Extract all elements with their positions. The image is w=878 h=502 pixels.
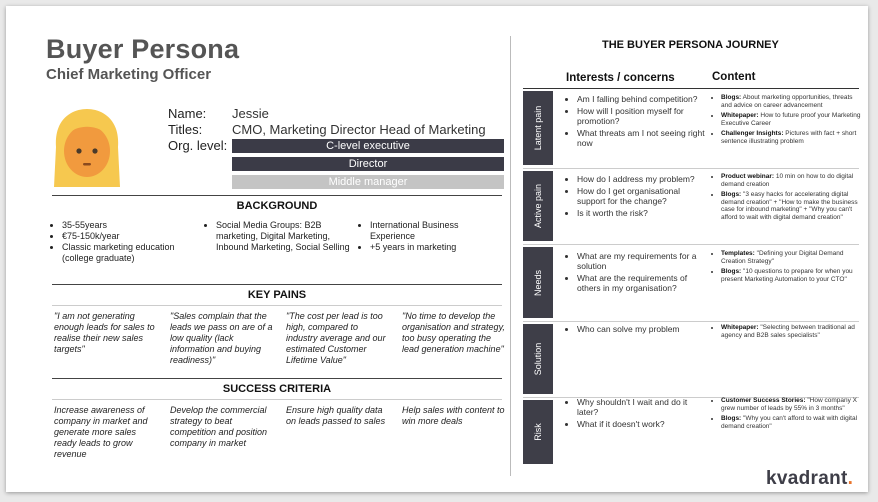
success-rule-bottom [52,399,502,400]
stage-label: Needs [533,269,543,296]
interest-item: • How do I get organisational support for the change? [577,186,706,206]
stage-content [712,173,862,224]
stage-tab-active-pain [523,171,553,241]
background-item: • €75-150k/year [62,231,200,242]
background-item: • Classic marketing education (college graduate) [62,242,200,264]
name-label: Name: [168,106,207,121]
interest-item: • What if it doesn't work? [577,419,706,429]
content-item: • Whitepaper: How to future proof your Marketing Executive Career [721,112,862,127]
success-item: Ensure high quality data on leads passed to sales [286,405,386,426]
pain-quote: "The cost per lead is too high, compared to industry average and our estimated Customer Lifetime Value" [286,311,386,365]
success-item: Develop the commercial strategy to beat competition and position company in market [170,405,268,448]
pain-quote: "Sales complain that the leads we pass on are of a low quality (lack information and buying readiness)" [170,311,273,365]
stage-label: Latent pain [533,105,543,151]
interest-item: • Who can solve my problem [577,324,706,334]
interest-item: • How will I position myself for promotion? [577,106,706,126]
success-rule [52,378,502,379]
name-value: Jessie [232,106,269,121]
interest-item: • Am I falling behind competition? [577,94,706,104]
background-rule [52,195,502,196]
content-item: • Blogs: About marketing opportunities, threats and advice on career advancement [721,94,862,109]
background-heading: BACKGROUND [236,200,318,212]
background-col-1 [50,220,200,264]
org-level-label: Org. level: [168,138,228,153]
pains-rule [52,284,502,285]
stage-label: Solution [533,342,543,376]
stage-content [712,94,862,148]
stage-label: Active pain [533,183,543,229]
stage-tab-solution [523,324,553,394]
stage-interests [566,94,706,150]
org-level-c-level: C-level executive [232,139,504,153]
slide [6,6,868,492]
pains-rule-bottom [52,305,502,306]
stage-interests [566,397,706,431]
kvadrant-logo: kvadrant. [766,468,854,489]
pain-quote: "I am not generating enough leads for sales to realise their new sales targets" [54,311,155,354]
interest-item: • Why shouldn't I wait and do it later? [577,397,706,417]
content-item: • Challenger Insights: Pictures with fact + short sentence illustrating problem [721,130,862,145]
interest-item: • What are the requirements of others in my organisation? [577,273,706,293]
stage-tab-risk [523,400,553,464]
interest-item: • Is it worth the risk? [577,208,706,218]
persona-avatar [50,107,124,189]
key-pains-heading: KEY PAINS [247,289,307,301]
content-item: • Product webinar: 10 min on how to do digital demand creation [721,173,862,188]
avatar-eye-right [92,148,97,153]
background-item: • 35-55years [62,220,200,231]
stage-interests [566,324,706,336]
stage-interests [566,174,706,220]
org-level-middle-manager: Middle manager [232,175,504,189]
background-item: • International Business Experience [370,220,498,242]
stage-content [712,250,862,286]
avatar-mouth [83,163,91,166]
stage-tab-needs [523,247,553,318]
stage-content [712,397,862,433]
stage-label: Risk [533,423,543,441]
interest-item: • What are my requirements for a solution [577,251,706,271]
content-item: • Templates: "Defining your Digital Demand Creation Strategy" [721,250,862,265]
success-criteria-heading: SUCCESS CRITERIA [222,383,332,395]
background-col-3 [358,220,498,253]
journey-title: THE BUYER PERSONA JOURNEY [602,39,779,51]
stage-divider [523,321,859,322]
avatar-eye-left [76,148,81,153]
org-level-director: Director [232,157,504,171]
vertical-divider [510,36,511,476]
page-subtitle: Chief Marketing Officer [46,66,212,83]
pain-quote: "No time to develop the organisation and strategy, too busy operating the lead generation machine" [402,311,505,354]
success-item: Increase awareness of company in market and generate more sales ready leads to grow revenue [54,405,148,459]
background-item: • +5 years in marketing [370,242,498,253]
content-column-header: Content [712,71,756,83]
content-item: • Blogs: "3 easy hacks for accelerating digital demand creation" + "How to make the business case for inbound marketing" + "Why you can't afford to wait with digital demand creation" [721,191,862,221]
success-item: Help sales with content to win more deals [402,405,505,426]
titles-value: CMO, Marketing Director Head of Marketing [232,122,486,137]
background-item: • Social Media Groups: B2B marketing, Digital Marketing, Inbound Marketing, Social Selling [216,220,354,253]
content-item: • Blogs: "Why you can't afford to wait with digital demand creation" [721,415,862,430]
interest-item: • What threats am I not seeing right now [577,128,706,148]
stage-tab-latent-pain [523,91,553,165]
stage-content [712,324,862,342]
interest-item: • How do I address my problem? [577,174,706,184]
content-item: • Customer Success Stories: "How company X grew number of leads by 55% in 3 months" [721,397,862,412]
journey-header-rule [523,88,859,89]
stage-interests [566,251,706,295]
page-title: Buyer Persona [46,34,240,64]
interests-column-header: Interests / concerns [566,72,675,84]
stage-divider [523,168,859,169]
titles-label: Titles: [168,122,203,137]
content-item: • Whitepaper: "Selecting between traditional ad agency and B2B sales specialists" [721,324,862,339]
background-col-2 [204,220,354,253]
avatar-face [64,125,110,177]
stage-divider [523,244,859,245]
content-item: • Blogs: "10 questions to prepare for when you present Marketing Automation to your CTO" [721,268,862,283]
